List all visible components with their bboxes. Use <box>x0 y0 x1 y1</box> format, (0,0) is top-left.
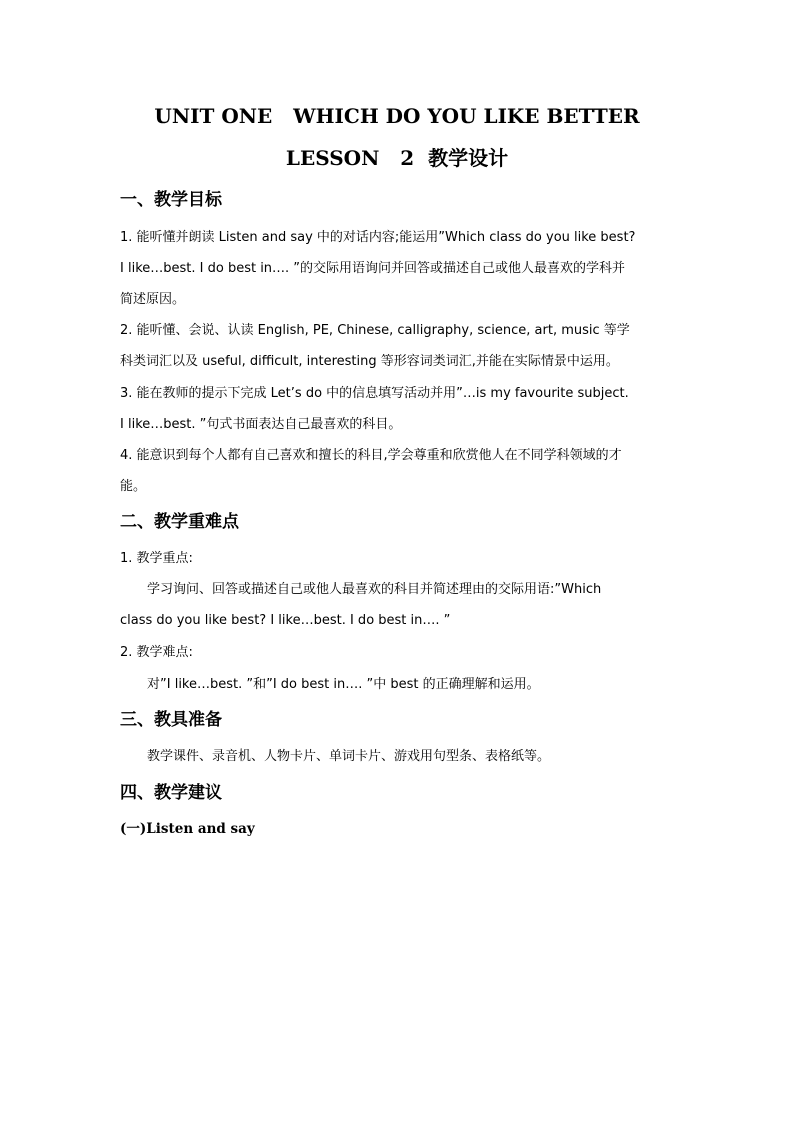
section-heading-objectives: 一、教学目标 <box>120 190 222 210</box>
section-heading-suggestions: 四、教学建议 <box>120 783 222 803</box>
objective-2-line-2: 科类词汇以及 useful, difficult, interesting 等形容词类词汇,并能在实际情景中运用。 <box>120 354 619 369</box>
materials-text: 教学课件、录音机、人物卡片、单词卡片、游戏用句型条、表格纸等。 <box>147 749 551 764</box>
difficulty-text: 对”I like…best. ”和”I do best in…. ”中 best 的正确理解和运用。 <box>147 677 540 692</box>
key-point-label: 1. 教学重点: <box>120 551 193 566</box>
objective-3-line-1: 3. 能在教师的提示下完成 Let’s do 中的信息填写活动并用”…is my favourite subject. <box>120 386 629 401</box>
difficulty-label: 2. 教学难点: <box>120 645 193 660</box>
unit-title: UNIT ONE WHICH DO YOU LIKE BETTER <box>154 104 640 128</box>
section-heading-key-points: 二、教学重难点 <box>120 512 239 532</box>
subsection-listen-and-say: (一)Listen and say <box>120 821 255 837</box>
objective-3-line-2: I like…best. ”句式书面表达自己最喜欢的科目。 <box>120 417 402 432</box>
key-point-text-line-1: 学习询问、回答或描述自己或他人最喜欢的科目并简述理由的交际用语:”Which <box>147 582 602 597</box>
section-heading-materials: 三、教具准备 <box>120 710 222 730</box>
objective-1-line-3: 简述原因。 <box>120 292 186 307</box>
objective-1-line-2: I like…best. I do best in…. ”的交际用语询问并回答或描述自己或他人最喜欢的学科并 <box>120 261 626 276</box>
objective-2-line-1: 2. 能听懂、会说、认读 English, PE, Chinese, calligraphy, science, art, music 等学 <box>120 323 630 338</box>
key-point-text-line-2: class do you like best? I like…best. I do best in…. ” <box>120 613 451 628</box>
objective-4-line-1: 4. 能意识到每个人都有自己喜欢和擅长的科目,学会尊重和欣赏他人在不同学科领域的才 <box>120 448 622 463</box>
objective-4-line-2: 能。 <box>120 479 147 494</box>
lesson-title: LESSON 2 教学设计 <box>285 146 509 170</box>
objective-1-line-1: 1. 能听懂并朗读 Listen and say 中的对话内容;能运用”Which class do you like best? <box>120 230 636 245</box>
